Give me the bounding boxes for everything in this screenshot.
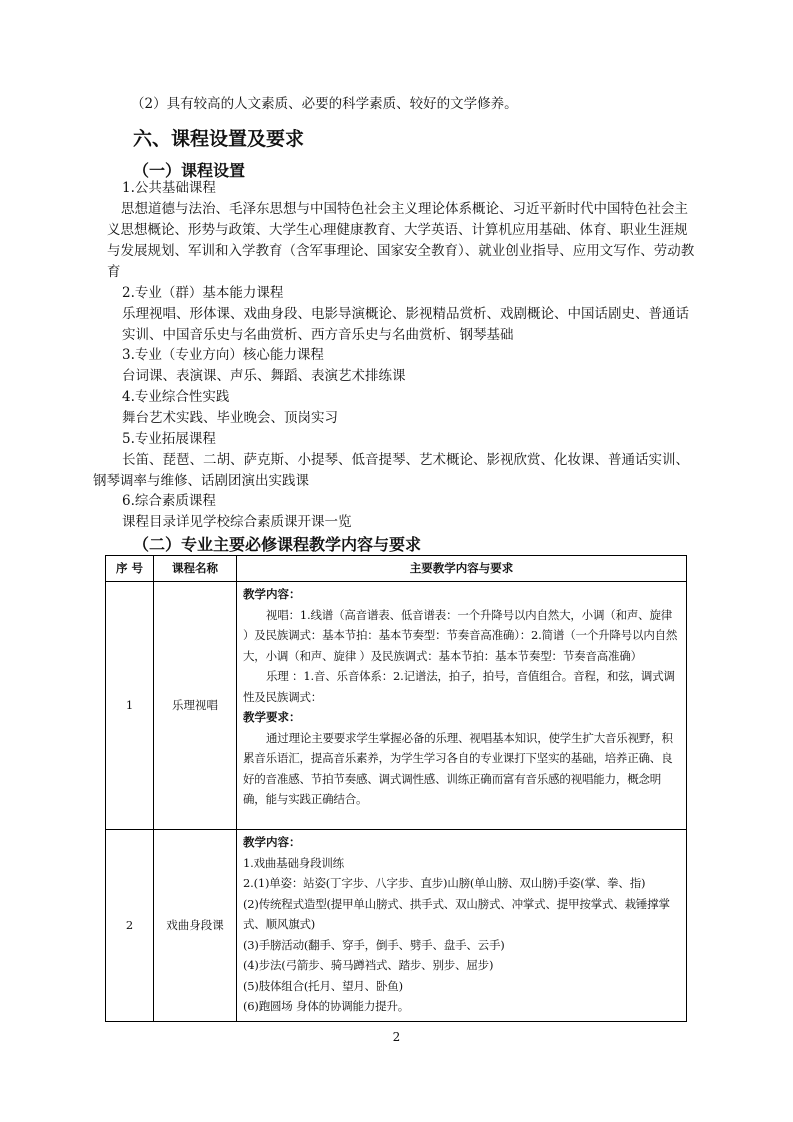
row-course-name: 戏曲身段课 [154,830,237,1022]
category-text: 思想道德与法治、毛泽东思想与中国特色社会主义理论体系概论、习近平新时代中国特色社会主义思想概论、形势与政策、大学生心理健康教育、大学英语、计算机应用基础、体育、职业生涯规与发展规划、军训和入学教育（含军事理论、国家安全教育）、就业创业指导、应用文写作、劳动教育 [107,201,695,280]
category-text: 长笛、琵琶、二胡、萨克斯、小提琴、低音提琴、艺术概论、影视欣赏、化妆课、普通话实训、钢琴调率与维修、话剧团演出实践课 [93,452,689,489]
subsection-title-course-setup: （一）课程设置 [133,161,246,180]
category-heading: 6.综合素质课程 [122,493,216,509]
category-text: 舞台艺术实践、毕业晚会、顶岗实习 [122,410,338,426]
category-text: 课程目录详见学校综合素质课开课一览 [122,514,352,530]
header-no: 序 号 [106,556,154,582]
table-header-row [106,556,687,582]
content-line: (5)肢体组合(托月、望月、卧鱼) [243,978,403,993]
content-paragraph: 乐理 ：1.音、乐音体系：2.记谱法，拍子，拍号，音值组合。音程，和弦，调式调性及民族调式： [243,669,675,704]
category-heading: 3.专业（专业方向）核心能力课程 [122,347,324,363]
content-line: 2.(1)单姿：站姿(丁字步、八字步、直步)山膀(单山膀、双山膀)手姿(掌、拳、指) [243,876,646,890]
content-label: 教学内容： [243,587,301,601]
row-content [237,582,687,830]
row-no: 2 [106,830,154,1022]
row-no: 1 [106,582,154,830]
category-text: 台词课、表演课、声乐、舞蹈、表演艺术排练课 [122,368,406,384]
table-row [106,582,687,830]
requirement-text: 通过理论主要要求学生掌握必备的乐理、视唱基本知识，使学生扩大音乐视野，积累音乐语汇，提高音乐素养，为学生学习各自的专业课打下坚实的基础，培养正确、良好的音准感、节拍节奏感、调式调性感、训练正确而富有音乐感的视唱能力，概念明确，能与实践正确结合。 [243,730,673,806]
page-number: 2 [392,1030,401,1044]
content-line: 1.戏曲基础身段训练 [243,855,344,870]
category-heading: 2.专业（群）基本能力课程 [122,285,284,301]
content-line: (3)手膀活动(翻手、穿手，倒手、劈手、盘手、云手) [243,937,505,952]
category-heading: 5.专业拓展课程 [122,431,216,447]
content-line: (2)传统程式造型(提甲单山膀式、拱手式、双山膀式、冲掌式、提甲按掌式、栽锤撑掌式、顺风旗式) [243,896,670,931]
content-label: 教学内容： [243,835,301,849]
content-paragraph: 视唱：1.线谱（高音谱表、低音谱表：一个升降号以内自然大，小调（和声、旋律 ）及民族调式：基本节拍：基本节奏型：节奏音高准确）：2.简谱（一个升降号以内自然大，小调（和声、旋律 ）及民族调式：基本节拍：基本节奏型：节奏音高准确） [243,607,678,663]
subsection-title-main-courses: （二）专业主要必修课程教学内容与要求 [133,535,422,554]
content-line: (6)跑圆场 身体的协调能力提升。 [243,999,410,1013]
requirement-label: 教学要求： [243,710,301,724]
intro-line: （2）具有较高的人文素质、必要的科学素质、较好的文学修养。 [131,96,518,112]
course-table [105,555,687,1022]
header-content: 主要教学内容与要求 [237,556,687,582]
category-text: 乐理视唱、形体课、戏曲身段、电影导演概论、影视精品赏析、戏剧概论、中国话剧史、普通话实训、中国音乐史与名曲赏析、西方音乐史与名曲赏析、钢琴基础 [122,306,689,343]
section-title: 六、课程设置及要求 [133,128,305,150]
category-heading: 4.专业综合性实践 [122,389,230,405]
category-heading: 1.公共基础课程 [122,180,216,196]
content-line: (4)步法(弓箭步、骑马蹲裆式、踏步、别步、屈步) [243,958,494,972]
row-course-name: 乐理视唱 [154,582,237,830]
row-content [237,830,687,1022]
header-course-name: 课程名称 [154,556,237,582]
table-row [106,830,687,1022]
